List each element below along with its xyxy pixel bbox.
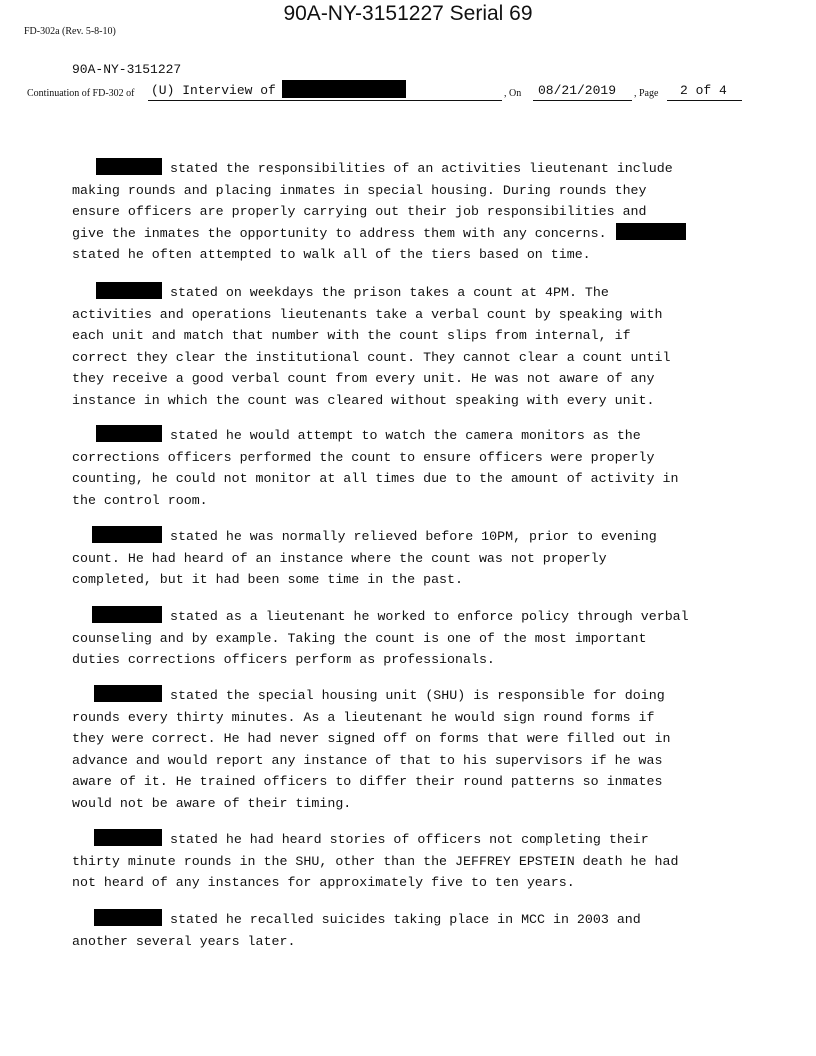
paragraph-line: count. He had heard of an instance where the count was not properly [72,550,607,566]
line-text: stated he recalled suicides taking place in MCC in 2003 and [162,912,641,927]
redaction-box [94,685,162,702]
paragraph-line: rounds every thirty minutes. As a lieutenant he would sign round forms if [72,709,655,725]
continuation-label: Continuation of FD-302 of [27,88,135,99]
line-text: stated the special housing unit (SHU) is responsible for doing [162,688,665,703]
paragraph-7 [72,829,762,894]
redaction-box [616,223,686,240]
redaction-box [94,829,162,846]
paragraph-line: counseling and by example. Taking the count is one of the most important [72,630,647,646]
line-text: give the inmates the opportunity to address them with any concerns. [72,225,615,241]
paragraph-line: correct they clear the institutional count. They cannot clear a count until [72,349,671,365]
paragraph-5 [72,606,762,671]
redaction-box [94,909,162,926]
paragraph-line [72,909,762,931]
redaction-box [92,526,162,543]
line-text: stated he had heard stories of officers not completing their [162,832,649,847]
paragraph-line [72,158,762,180]
line-text: stated he was normally relieved before 10PM, prior to evening [162,529,657,544]
paragraph-line [72,829,762,851]
paragraph-2 [72,282,762,412]
paragraph-line: instance in which the count was cleared without speaking with every unit. [72,392,655,408]
paragraph-line: not heard of any instances for approximately five to ten years. [72,875,575,891]
redaction-box [96,282,162,299]
serial-number: 90A-NY-3151227 Serial 69 [283,2,533,25]
paragraph-line: completed, but it had been some time in the past. [72,572,463,588]
paragraph-line: advance and would report any instance of that to his supervisors if he was [72,752,663,768]
page-number: 2 of 4 [680,83,727,98]
paragraph-line: thirty minute rounds in the SHU, other than the JEFFREY EPSTEIN death he had [72,853,679,869]
paragraph-3 [72,425,762,511]
redaction-box [92,606,162,623]
paragraph-6 [72,685,762,815]
paragraph-line: aware of it. He trained officers to differ their round patterns so inmates [72,774,663,790]
line-text: stated the responsibilities of an activities lieutenant include [162,161,673,176]
paragraph-line [72,526,762,548]
paragraph-line: they were correct. He had never signed off on forms that were filled out in [72,731,671,747]
redaction-box-name [282,80,406,98]
paragraph-line: another several years later. [72,933,296,949]
paragraph-line [72,425,762,447]
paragraph-line [72,685,762,707]
page-label: , Page [634,88,659,99]
paragraph-line: ensure officers are properly carrying out their job responsibilities and [72,204,647,220]
paragraph-line: corrections officers performed the count to ensure officers were properly [72,449,655,465]
line-text: stated on weekdays the prison takes a count at 4PM. The [162,285,609,300]
page-underline [667,99,742,101]
line-text: stated as a lieutenant he worked to enforce policy through verbal [162,609,689,624]
interview-underline [148,99,502,101]
on-label: , On [504,88,522,99]
file-number: 90A-NY-3151227 [72,62,182,77]
paragraph-8 [72,909,762,952]
form-id: FD-302a (Rev. 5-8-10) [24,26,116,37]
interview-of-label: (U) Interview of [151,83,276,98]
paragraph-1 [72,158,762,266]
redaction-box [96,425,162,442]
paragraph-line: each unit and match that number with the count slips from internal, if [72,328,631,344]
paragraph-line: stated he often attempted to walk all of the tiers based on time. [72,247,591,263]
paragraph-line [72,606,762,628]
paragraph-line: they receive a good verbal count from every unit. He was not aware of any [72,371,655,387]
paragraph-line: duties corrections officers perform as professionals. [72,652,495,668]
paragraph-line: activities and operations lieutenants take a verbal count by speaking with [72,306,663,322]
paragraph-line [72,223,762,245]
paragraph-line [72,282,762,304]
paragraph-line: making rounds and placing inmates in special housing. During rounds they [72,182,647,198]
date-underline [533,99,632,101]
line-text: stated he would attempt to watch the camera monitors as the [162,428,641,443]
paragraph-4 [72,526,762,591]
interview-date: 08/21/2019 [538,83,617,98]
paragraph-line: would not be aware of their timing. [72,795,352,811]
redaction-box [96,158,162,175]
paragraph-line: counting, he could not monitor at all times due to the amount of activity in [72,471,679,487]
paragraph-line: the control room. [72,492,208,508]
